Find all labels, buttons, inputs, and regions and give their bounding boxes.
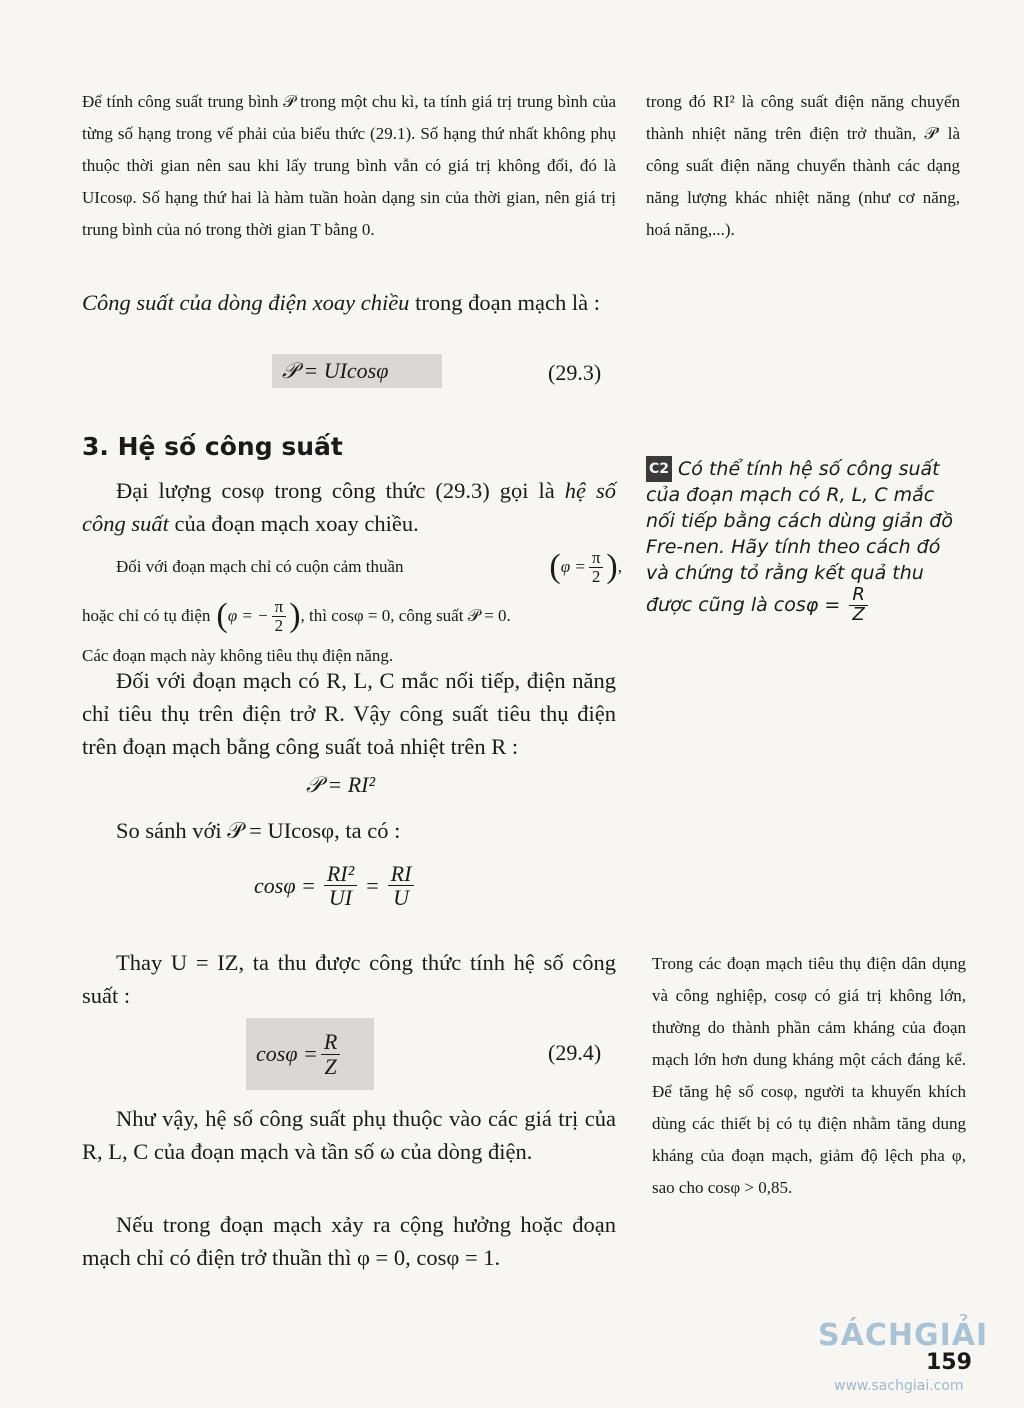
side-note-industrial: Trong các đoạn mạch tiêu thụ điện dân dụng và công nghiệp, cosφ có giá trị không lớn, thường do thành phần cảm kháng của đoạn mạch lớn hơn dung kháng một cách đáng kể. Để tăng hệ số cosφ, người ta khuyến khích dùng các thiết bị có tụ điện nhằm tăng dung kháng của đoạn mạch, giảm độ lệch pha φ, sao cho cosφ > 0,85. [652,954,966,1197]
inductor-capacitor-paragraph [82,542,622,672]
power-factor-definition [82,474,616,540]
formula-29-4 [246,1018,374,1090]
side-note-energy: trong đó RI² là công suất điện năng chuyển thành nhiệt năng trên điện trở thuần, 𝒫' là công suất điện năng chuyển thành các dạng năng lượng khác nhiệt năng (như cơ năng, hoá năng,...). [646,92,960,239]
formula-29-3 [272,354,442,388]
c2-r-over-z-fraction: $\frac{R}{Z}$ [849,586,868,625]
intro-paragraph: Để tính công suất trung bình 𝒫 trong một chu kì, ta tính giá trị trung bình của từng số hạng trong vế phải của biểu thức (29.1). Số hạng thứ nhất không phụ thuộc thời gian nên sau khi lấy trung bình vẫn có giá trị không đổi, đó là UIcosφ. Số hạng thứ hai là hàm tuần hoàn dạng sin của thời gian, nên giá trị trung bình của nó trong thời gian T bằng 0. [82,92,616,239]
equals-sign: = [366,872,379,898]
c2-question [646,456,966,625]
power-definition-term: Công suất của dòng điện xoay chiều [82,290,410,315]
formula-29-4-label: cosφ = [256,1041,318,1066]
resonance-paragraph: Nếu trong đoạn mạch xảy ra cộng hưởng hoặc đoạn mạch chỉ có điện trở thuần thì φ = 0, cosφ = 1. [82,1212,616,1270]
cos-phi-derivation [254,862,417,909]
equation-number-29-4: (29.4) [548,1040,602,1065]
pi-over-2-fraction: $\frac{\pi}{2}$ [589,549,604,586]
r-over-z-fraction: $\frac{R}{Z}$ [321,1030,340,1077]
no-power-consumption-text: Các đoạn mạch này không tiêu thụ điện năng. [82,646,394,665]
section-heading: 3. Hệ số công suất [82,432,343,461]
phi-eq-neg: φ = − [227,606,269,625]
phi-eq: φ = [560,557,586,576]
minus-pi-over-2-fraction: $\frac{\pi}{2}$ [272,598,287,635]
rlc-series-paragraph: Đối với đoạn mạch có R, L, C mắc nối tiếp, điện năng chỉ tiêu thụ trên điện trở R. Vậy công suất tiêu thụ điện trên đoạn mạch bằng công suất toả nhiệt trên R : [82,668,616,759]
substitution-paragraph: Thay U = IZ, ta thu được công thức tính hệ số công suất : [82,950,616,1008]
capacitor-text: hoặc chỉ có tụ điện [82,606,211,625]
c2-text: Có thể tính hệ số công suất của đoạn mạch có R, L, C mắc nối tiếp bằng cách dùng giản đồ Fre-nen. Hãy tính theo cách đó và chứng tỏ rằng kết quả thu được cũng là cosφ = [646,458,953,616]
capacitor-result: , thì cosφ = 0, công suất 𝒫 = 0. [300,606,511,625]
cos-label: cosφ = [254,872,316,898]
comparison-paragraph: So sánh với 𝒫 = UIcosφ, ta có : [116,818,401,843]
c2-badge: C2 [646,456,672,482]
inductor-text: Đối với đoạn mạch chỉ có cuộn cảm thuần [116,557,404,576]
dependency-paragraph: Như vậy, hệ số công suất phụ thuộc vào các giá trị của R, L, C của đoạn mạch và tần số ω của dòng điện. [82,1106,616,1164]
watermark-logo: SÁCHGIẢI [818,1318,989,1353]
power-definition-rest: trong đoạn mạch là : [409,290,601,315]
ri-over-u-fraction: $\frac{RI}{U}$ [388,862,415,909]
watermark-url: www.sachgiai.com [834,1378,964,1394]
power-definition-paragraph [82,286,616,319]
page-number: 159 [926,1350,972,1375]
pf-def-end: của đoạn mạch xoay chiều. [168,511,419,536]
formula-29-3-text: 𝒫 = UIcosφ [282,358,389,383]
phi-plus-pi-over-2: ( φ = $\frac{\pi}{2}$ ) , [549,547,622,586]
equation-number-29-3: (29.3) [548,360,602,385]
pf-def-term: hệ số công suất [82,478,616,536]
formula-RI2: 𝒫 = RI² [306,772,376,797]
pf-def-start: Đại lượng cosφ trong công thức (29.3) gọi là [116,478,565,503]
phi-minus-pi-over-2: ( φ = − $\frac{\pi}{2}$ ) [216,596,301,635]
ri2-over-ui-fraction: $\frac{\text{RI²}}{UI}$ [324,862,357,909]
